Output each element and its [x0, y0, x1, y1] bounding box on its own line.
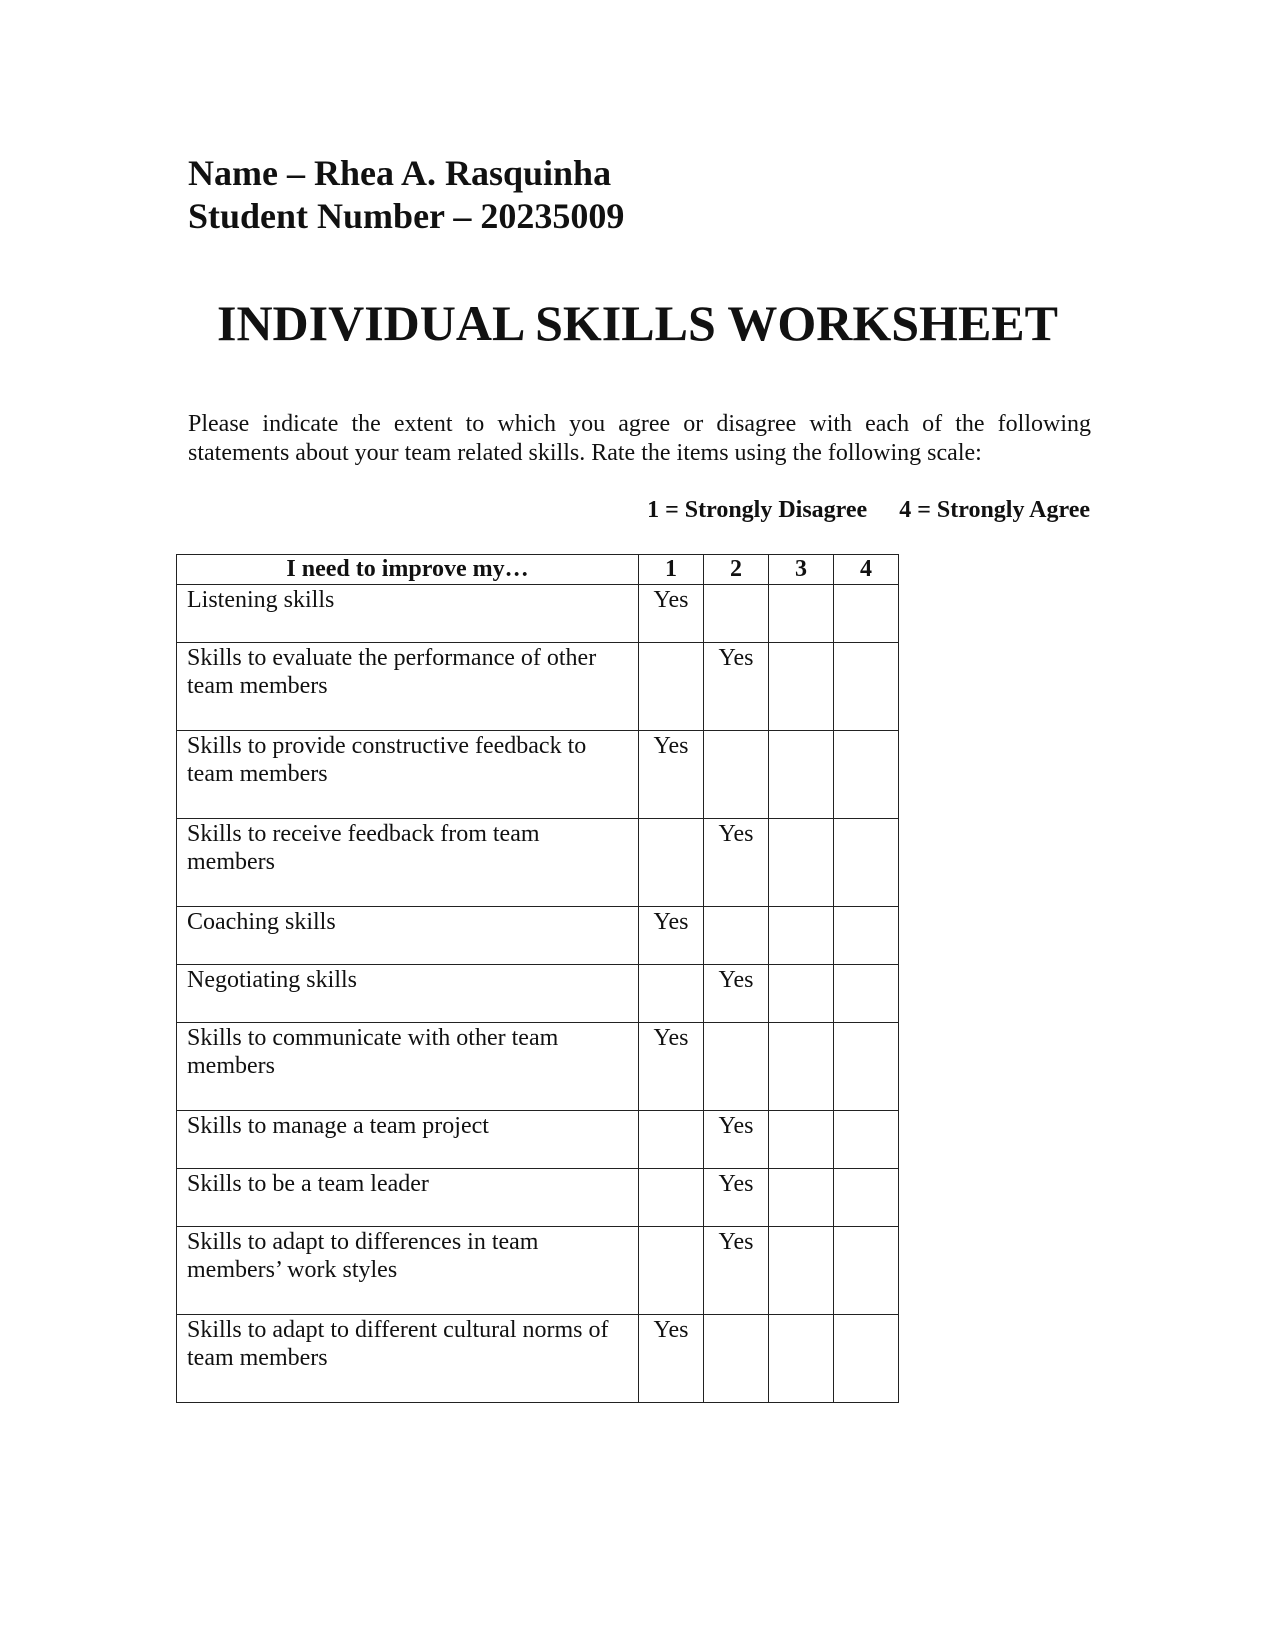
rating-cell-3 [769, 819, 834, 907]
table-row [177, 1111, 899, 1169]
table-row [177, 1227, 899, 1315]
rating-cell-4 [834, 1227, 899, 1315]
rating-cell-1 [639, 1111, 704, 1169]
skill-cell: Listening skills [177, 585, 639, 643]
rating-cell-3 [769, 1169, 834, 1227]
table-row [177, 819, 899, 907]
instructions-text: Please indicate the extent to which you agree or disagree with each of the following statements about your team related skills. Rate the items using the following scale: [188, 411, 1091, 466]
rating-cell-4 [834, 585, 899, 643]
skill-cell: Skills to provide constructive feedback to team members [177, 731, 639, 819]
rating-cell-1: Yes [639, 1315, 704, 1403]
rating-cell-4 [834, 907, 899, 965]
rating-cell-2 [704, 731, 769, 819]
skill-cell: Skills to adapt to different cultural norms of team members [177, 1315, 639, 1403]
rating-cell-3 [769, 907, 834, 965]
skill-cell: Skills to communicate with other team members [177, 1023, 639, 1111]
table-header-row [177, 555, 899, 585]
rating-cell-2: Yes [704, 643, 769, 731]
rating-cell-4 [834, 1111, 899, 1169]
table-row [177, 585, 899, 643]
scale-low-label: 1 = Strongly Disagree [647, 497, 868, 523]
column-header-rating-3: 3 [769, 555, 834, 585]
rating-cell-1: Yes [639, 731, 704, 819]
rating-cell-1 [639, 1169, 704, 1227]
rating-cell-1: Yes [639, 1023, 704, 1111]
rating-cell-4 [834, 643, 899, 731]
rating-cell-2 [704, 1023, 769, 1111]
rating-cell-3 [769, 1023, 834, 1111]
rating-cell-4 [834, 1169, 899, 1227]
column-header-skill: I need to improve my… [177, 555, 639, 585]
rating-cell-2: Yes [704, 1111, 769, 1169]
rating-cell-1 [639, 819, 704, 907]
skill-cell: Skills to manage a team project [177, 1111, 639, 1169]
rating-cell-2 [704, 1315, 769, 1403]
page-title: INDIVIDUAL SKILLS WORKSHEET [216, 295, 1058, 351]
rating-cell-2: Yes [704, 1227, 769, 1315]
rating-cell-2 [704, 585, 769, 643]
rating-cell-2: Yes [704, 965, 769, 1023]
rating-scale [647, 496, 1090, 524]
skill-cell: Negotiating skills [177, 965, 639, 1023]
rating-cell-4 [834, 1023, 899, 1111]
skill-cell: Skills to adapt to differences in team members’ work styles [177, 1227, 639, 1315]
rating-cell-3 [769, 643, 834, 731]
skill-cell: Skills to evaluate the performance of other team members [177, 643, 639, 731]
table-row [177, 907, 899, 965]
column-header-rating-2: 2 [704, 555, 769, 585]
rating-cell-1: Yes [639, 585, 704, 643]
scale-high-label: 4 = Strongly Agree [899, 497, 1090, 523]
rating-cell-2 [704, 907, 769, 965]
rating-cell-4 [834, 819, 899, 907]
rating-cell-3 [769, 1315, 834, 1403]
rating-cell-3 [769, 585, 834, 643]
rating-cell-3 [769, 1227, 834, 1315]
skill-cell: Skills to receive feedback from team members [177, 819, 639, 907]
skill-cell: Skills to be a team leader [177, 1169, 639, 1227]
table-row [177, 643, 899, 731]
rating-cell-2: Yes [704, 819, 769, 907]
rating-cell-1: Yes [639, 907, 704, 965]
table-row [177, 965, 899, 1023]
skills-table [176, 554, 899, 1403]
table-row [177, 1023, 899, 1111]
student-number: Student Number – 20235009 [188, 196, 625, 236]
table-row [177, 1169, 899, 1227]
rating-cell-3 [769, 1111, 834, 1169]
rating-cell-1 [639, 643, 704, 731]
rating-cell-4 [834, 965, 899, 1023]
table-row [177, 1315, 899, 1403]
rating-cell-3 [769, 731, 834, 819]
rating-cell-1 [639, 965, 704, 1023]
column-header-rating-4: 4 [834, 555, 899, 585]
rating-cell-1 [639, 1227, 704, 1315]
rating-cell-4 [834, 1315, 899, 1403]
rating-cell-2: Yes [704, 1169, 769, 1227]
table-row [177, 731, 899, 819]
rating-cell-4 [834, 731, 899, 819]
student-name: Name – Rhea A. Rasquinha [188, 153, 612, 193]
rating-cell-3 [769, 965, 834, 1023]
skill-cell: Coaching skills [177, 907, 639, 965]
column-header-rating-1: 1 [639, 555, 704, 585]
